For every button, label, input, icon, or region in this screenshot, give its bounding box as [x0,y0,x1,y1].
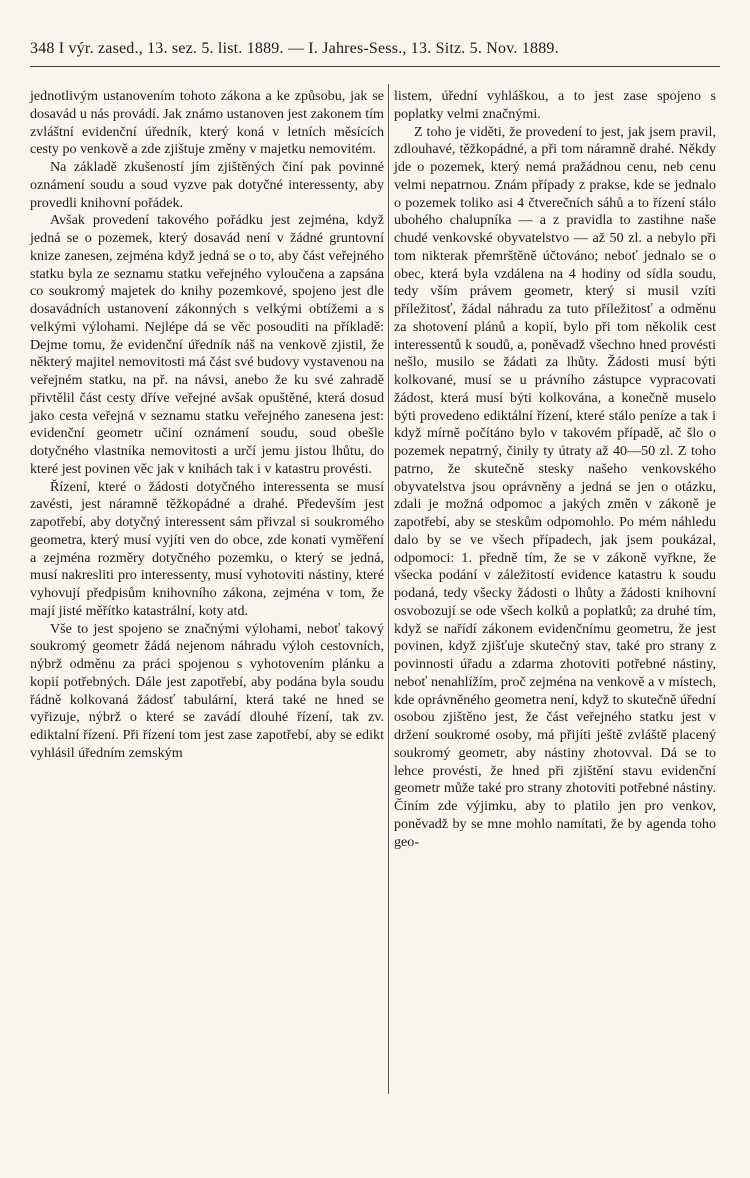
paragraph: Vše to jest spojeno se značnými výlohami, neboť takový soukromý geometr žádá nejenom náhradu výloh cestovních, nýbrž odměnu za práci spojenou s vyhotovením plánku a kopií potřebných. Dále jest zapotřebí, aby podána byla soudu řádně kolkovaná žádosť tabulární, která také ne hned se vyřizuje, nýbrž o které se zavádí dlouhé řízení, tak zv. ediktalní řízení. Při řízení tom jest zase zapotřebí, aby se edikt vyhlásil úředním zemským [30,620,384,761]
paragraph: listem, úřední vyhláškou, a to jest zase spojeno s poplatky velmi značnými. [394,88,716,122]
paragraph: Na základě zkušeností jím zjištěných činí pak povinné oznámení soudu a soud vyzve pak dotyčné interessenty, aby provedli knihovní pořádek. [30,159,384,211]
paragraph: Avšak provedení takového pořádku jest zejména, když jedná se o pozemek, který dosavád není v žádné gruntovní knize zanesen, zejména když jedná se o to, aby část veřejného statku byla ze seznamu statku veřejného vyloučena a zapsána co soukromý majetek do knihy pozemkové, spojeno jest dle dosavádních ustanovení zákonných s velkými obtížemi a s velkými výlohami. Nejlépe dá se věc posouditi na příkladě: Dejme tomu, že evidenční úředník náš na venkově zjistil, že některý majitel nemovitosti má část své budovy vystavenou na veřejném statku, na př. na návsi, anebo že ku své zahradě přivtělil část cesty dříve veřejné avšak opuštěné, která dosud jako cesta veřejná v seznamu statku veřejného zanesena jest: evidenční geometr učiní oznámení soudu, soud obešle dotyčného vlastníka nemovitosti a určí jemu jistou lhůtu, do které jest povinen věc jak v knihách tak i v katastru provésti. [30,212,384,477]
page-header: 348 I výr. zased., 13. sez. 5. list. 1889. — I. Jahres-Sess., 13. Sitz. 5. Nov. 1889. [30,40,559,57]
paragraph: jednotlivým ustanovením tohoto zákona a ke způsobu, jak se dosavád u nás provádí. Jak známo ustanoven jest zakonem tím zvláštní evidenční úředník, který koná v letních měsících cesty po venkově a zde zjištuje změny v majetku nemovitém. [30,88,384,158]
left-column [30,88,384,763]
paragraph: Z toho je viděti, že provedení to jest, jak jsem pravil, zdlouhavé, těžkopádné, a při tom náramně drahé. Někdy jde o pozemek, který nemá pražádnou cenu, neb cenu velmi nepatrnou. Znám případy z prakse, kde se jednalo o pozemek toliko asi 4 čtverečních sáhů a to řízení stálo ubohého chalupníka — a z pravidla to zastihne naše chudé venkovské obyvatelstvo — až 50 zl. a nebylo při tom nikterak přemrštěně účtováno; neboť jednalo se o obec, která byla vzdálena na 4 hodiny od sídla soudu, tedy vším právem geometr, který si musil vzíti příležitosť, žádal náhradu za tuto příležitosť a odměnu za shotovení plánů a kopií, bylo při tom několik cest interessentů k soudů, a, poněvadž všechno hned provésti nešlo, musilo se žádati za lhůty. Žádosti musí býti kolkované, musí se u právního zástupce vypracovati žádost, která musí býti kolkována, a konečně muselo býti provedeno ediktální řízení, které stálo peníze a tak i když mírně počítáno bylo v takovém případě, ač šlo o pozemek nepatrný, činily ty útraty až 40—50 zl. Z toho patrno, že skutečně stesky našeho venkovského obyvatelstva jsou oprávněny a jedná se jen o otázku, zdali je možná odpomoc a jakých změn v zákoně je zapotřebí, aby se steskům odpomohlo. Po mém náhledu dalo by se ve všech případech, jak jsem poukázal, odpomoci: 1. předně tím, že se v zákoně vyřkne, že všecka podání v záležitostí evidence katastru k soudu podaná, tedy všecky žádosti o lhůty a žádosti knihovní osvobozují se ode všech kolků a poplatků; za druhé tím, když se nařídí zákonem evidenčnímu geometru, že jest povinen, když zjišťuje skutečný stav, také pro strany z povinnosti úřadu a zdarma zhotoviti potřebné nástiny, neboť nenahlížím, proč zejména na venkově a v místech, kde oprávněného geometra není, když to skutečně úřední osobou zjištěno jest, že část veřejného statku jest v držení soukromé osoby, má přijíti ještě zvláště placený soukromý geometr, aby nástiny zhotovval. Dá se to lehce provésti, že hned při zjištění stavu evidenční geometr může také pro strany zhotoviti potřebné nástiny. Činím zde výjimku, aby to platilo jen pro venkov, poněvadž by se mne mohlo namítati, že by agenda toho geo- [394,123,716,850]
header-rule [30,66,720,67]
paragraph: Řízení, které o žádosti dotyčného interessenta se musí zavésti, jest náramně těžkopádné a drahé. Především jest zapotřebí, aby dotyčný interessent sám přivzal si soukromého geometra, který musí vyjíti ven do obce, zde konati vyměření a zejména rozměry dotyčného pozemku, o který se jedná, musí nakresliti pro interessenty, musí vyhotoviti nástiny, které vyhovují předpisům knihovního zákona, zejména v tom, že mají jisté měřítko katastrální, koty atd. [30,478,384,619]
right-column [394,88,716,851]
column-divider [388,84,389,1094]
